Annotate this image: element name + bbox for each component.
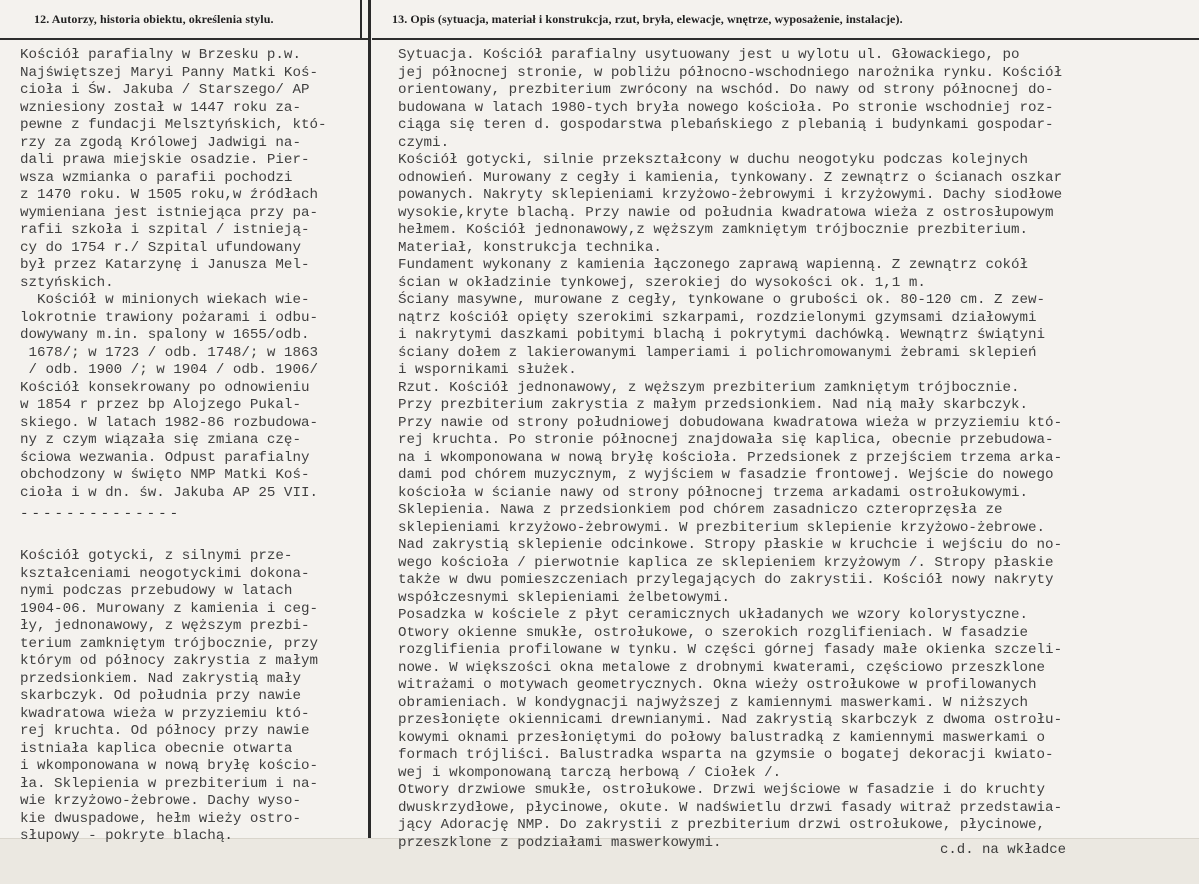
header-tick xyxy=(360,0,362,38)
text-line: wej i wkomponowaną tarczą herbową / Ciołek /. xyxy=(398,764,782,781)
text-line: kształceniami neogotyckimi dokona- xyxy=(20,565,310,582)
text-line: przedsionkiem. Nad zakrystią mały xyxy=(20,670,301,687)
text-line: hełmem. Kościół jednonawowy,z węższym zamkniętym trójbocznie prezbiterium. xyxy=(398,222,1029,238)
text-line: przesłonięte okiennicami drewnianymi. Nad zakrystią skarbczyk z dwoma ostrołu- xyxy=(398,712,1063,728)
text-line: nymi podczas przebudowy w latach xyxy=(20,583,293,599)
text-line: i nakrytymi daszkami pobitymi blachą i pokrytymi dachówką. Wewnątrz świątyni xyxy=(398,327,1046,343)
text-line: dowywany m.in. spalony w 1655/odb. xyxy=(20,327,310,343)
text-line: dami pod chórem muzycznym, z wyjściem w fasadzie frontowej. Wejście do nowego xyxy=(398,467,1054,483)
text-line: ła. Sklepienia w prezbiterium i na- xyxy=(20,775,318,792)
text-line: rafii szkoła i szpital / istnieją- xyxy=(20,222,310,238)
text-line: odnowień. Murowany z cegły i kamienia, tynkowany. Z zewnątrz o ścianach oszkar xyxy=(398,169,1063,186)
text-line: Przy nawie od strony południowej dobudowana kwadratowa wieża w przyziemiu któ- xyxy=(398,414,1063,431)
left-header-bar xyxy=(0,0,368,40)
text-line: terium zamkniętym trójbocznie, przy xyxy=(20,635,318,652)
text-line: orientowany, prezbiterium zwrócony na wschód. Do nawy od strony północnej do- xyxy=(398,82,1054,98)
text-line: cioła i Św. Jakuba / Starszego/ AP xyxy=(20,82,310,98)
right-description-text xyxy=(398,47,1062,852)
text-line: nątrz kościół opięty szerokimi szkarpami, rozdzielonymi gzymsami działowymi xyxy=(398,309,1037,326)
text-line: Sytuacja. Kościół parafialny usytuowany jest u wylotu ul. Głowackiego, po xyxy=(398,47,1020,63)
column-divider xyxy=(368,0,371,838)
text-line: Kościół parafialny w Brzesku p.w. xyxy=(20,47,301,63)
text-line: nowe. W większości okna metalowe z drobnymi kwaterami, częściowo przeszklone xyxy=(398,659,1046,676)
text-line: rzy za zgodą Królowej Jadwigi na- xyxy=(20,134,301,151)
left-style-summary-text xyxy=(20,548,318,846)
text-line: formach trójliści. Balustradka wsparta na gzymsie o bogatej dekoracji kwiato- xyxy=(398,747,1054,763)
text-line: rej kruchta. Po stronie północnej znajdowała się kaplica, obecnie przebudowa- xyxy=(398,432,1054,448)
text-line: z 1470 roku. W 1505 roku,w źródłach xyxy=(20,187,318,203)
text-line: obchodzony w święto NMP Matki Koś- xyxy=(20,467,310,483)
text-line: wymieniana jest istniejąca przy pa- xyxy=(20,204,318,221)
text-line: dali prawa miejskie osadzie. Pier- xyxy=(20,152,310,168)
text-line: witrażami o motywach geometrycznych. Okna wieży ostrołukowe w profilowanych xyxy=(398,677,1037,693)
text-line: Otwory drzwiowe smukłe, ostrołukowe. Drzwi wejściowe w fasadzie i do kruchty xyxy=(398,782,1046,798)
text-line: wsza wzmianka o parafii pochodzi xyxy=(20,169,293,186)
text-line: jący Adorację NMP. Do zakrystii z prezbiterium drzwi ostrołukowe, płycinowe, xyxy=(398,817,1046,833)
text-line: na i wkomponowana w nową bryłę kościoła. Przedsionek z przejściem trzema arka- xyxy=(398,449,1063,466)
text-line: Rzut. Kościół jednonawowy, z węższym prezbiterium zamkniętym trójbocznie. xyxy=(398,379,1020,396)
text-line: wysokie,kryte blachą. Przy nawie od południa kwadratowa wieża z ostrosłupowym xyxy=(398,204,1054,221)
text-line: Kościół konsekrowany po odnowieniu xyxy=(20,379,310,396)
text-line: pewne z fundacji Melsztyńskich, któ- xyxy=(20,117,327,133)
text-line: Materiał, konstrukcja technika. xyxy=(398,239,662,256)
text-line: cy do 1754 r./ Szpital ufundowany xyxy=(20,239,301,256)
text-line: i wspornikami służek. xyxy=(398,362,577,378)
text-line: Kościół gotycki, silnie przekształcony w duchu neogotyku podczas kolejnych xyxy=(398,152,1029,168)
left-history-text xyxy=(20,47,327,502)
text-line: Kościół gotycki, z silnymi prze- xyxy=(20,548,293,564)
left-section-title: 12. Autorzy, historia obiektu, określenia stylu. xyxy=(34,12,274,26)
text-line: dwuskrzydłowe, płycinowe, okute. W nadświetlu drzwi fasady witraż przedstawia- xyxy=(398,799,1063,816)
text-line: wie krzyżowo-żebrowe. Dachy wyso- xyxy=(20,793,301,809)
text-line: w 1854 r przez bp Alojzego Pukal- xyxy=(20,397,301,413)
text-line: i wkomponowana w nową bryłę kościo- xyxy=(20,758,318,774)
text-line: przeszklone z podziałami maswerkowymi. xyxy=(398,834,722,851)
text-line: wzniesiony został w 1447 roku za- xyxy=(20,99,301,116)
text-line: ciąga się teren d. gospodarstwa plebańskiego z plebanią i budynkami gospodar- xyxy=(398,117,1054,133)
text-line: Posadzka w kościele z płyt ceramicznych układanych we wzory kolorystyczne. xyxy=(398,607,1029,623)
text-line: rej kruchta. Od północy przy nawie xyxy=(20,723,310,739)
text-line: Ściany masywne, murowane z cegły, tynkowane o grubości ok. 80-120 cm. Z zew- xyxy=(398,292,1046,308)
text-line: wego kościoła / pierwotnie kaplica ze sklepieniem krzyżowym /. Stropy płaskie xyxy=(398,554,1054,571)
text-line: 1904-06. Murowany z kamienia i ceg- xyxy=(20,600,318,617)
text-line: / odb. 1900 /; w 1904 / odb. 1906/ xyxy=(20,362,318,378)
text-line: ny z czym wiązała się zmiana czę- xyxy=(20,432,301,448)
text-line: budowana w latach 1980-tych bryła nowego kościoła. Po stronie wschodniej roz- xyxy=(398,99,1054,116)
text-line: Otwory okienne smukłe, ostrołukowe, o szerokich rozglifieniach. W fasadzie xyxy=(398,624,1029,641)
text-line: ściany dołem z lakierowanymi lamperiami i polichromowanymi żebrami sklepień xyxy=(398,344,1037,361)
right-section-title: 13. Opis (sytuacja, materiał i konstrukcja, rzut, bryła, elewacje, wnętrze, wyposażenie, instalacje). xyxy=(392,12,903,26)
text-line: czymi. xyxy=(398,134,450,151)
text-line: Nad zakrystią sklepienie odcinkowe. Stropy płaskie w kruchcie i wejściu do no- xyxy=(398,537,1063,553)
text-line: kwadratowa wieża w przyziemiu któ- xyxy=(20,705,310,722)
text-line: Kościół w minionych wiekach wie- xyxy=(20,292,310,308)
text-line: kowymi oknami przesłoniętymi do połowy balustradką z kamiennymi maswerkami o xyxy=(398,729,1046,746)
text-line: istniała kaplica obecnie otwarta xyxy=(20,740,293,757)
right-header-bar xyxy=(372,0,1199,40)
text-line: jej północnej stronie, w pobliżu północno-wschodniego narożnika rynku. Kościół xyxy=(398,64,1063,81)
text-line: obramieniach. W kondygnacji najwyższej z kamiennymi maswerkami. W niższych xyxy=(398,694,1029,711)
text-line: rozglifienia profilowane w tynku. W części górnej fasady małe okienka szczeli- xyxy=(398,642,1063,658)
left-separator: -------------- xyxy=(20,506,182,522)
text-line: lokrotnie trawiony pożarami i odbu- xyxy=(20,309,318,326)
continued-note: c.d. na wkładce xyxy=(940,842,1067,858)
text-line: cioła i w dn. św. Jakuba AP 25 VII. xyxy=(20,484,318,501)
text-line: skiego. W latach 1982-86 rozbudowa- xyxy=(20,414,318,431)
text-line: współczesnymi sklepieniami żelbetowymi. xyxy=(398,589,731,606)
text-line: sztyńskich. xyxy=(20,274,114,291)
text-line: którym od północy zakrystia z małym xyxy=(20,653,318,669)
text-line: Przy prezbiterium zakrystia z małym przedsionkiem. Nad nią mały skarbczyk. xyxy=(398,397,1029,413)
text-line: Sklepienia. Nawa z przedsionkiem pod chórem zasadniczo czteroprzęsła ze xyxy=(398,502,1003,518)
text-line: także w dwu pomieszczeniach przylegających do zakrystii. Kościół nowy nakryty xyxy=(398,572,1054,588)
text-line: powanych. Nakryty sklepieniami krzyżowo-żebrowymi i krzyżowymi. Dachy siodłowe xyxy=(398,187,1063,203)
text-line: sklepieniami krzyżowo-żebrowymi. W prezbiterium sklepienie krzyżowo-żebrowe. xyxy=(398,519,1046,536)
text-line: Fundament wykonany z kamienia łączonego zaprawą wapienną. Z zewnątrz cokół xyxy=(398,257,1029,273)
text-line: ły, jednonawowy, z węższym prezbi- xyxy=(20,618,310,634)
text-line: ściowa wezwania. Odpust parafialny xyxy=(20,449,310,466)
text-line: 1678/; w 1723 / odb. 1748/; w 1863 xyxy=(20,344,318,361)
text-line: ścian w okładzinie tynkowej, szerokiej do wysokości ok. 1,1 m. xyxy=(398,274,926,291)
text-line: słupowy - pokryte blachą. xyxy=(20,828,233,844)
text-line: skarbczyk. Od południa przy nawie xyxy=(20,688,301,704)
text-line: kościoła w ścianie nawy od strony północnej trzema arkadami ostrołukowymi. xyxy=(398,484,1029,501)
text-line: był przez Katarzynę i Janusza Mel- xyxy=(20,257,310,273)
text-line: Najświętszej Maryi Panny Matki Koś- xyxy=(20,64,318,81)
text-line: kie dwuspadowe, hełm wieży ostro- xyxy=(20,810,301,827)
